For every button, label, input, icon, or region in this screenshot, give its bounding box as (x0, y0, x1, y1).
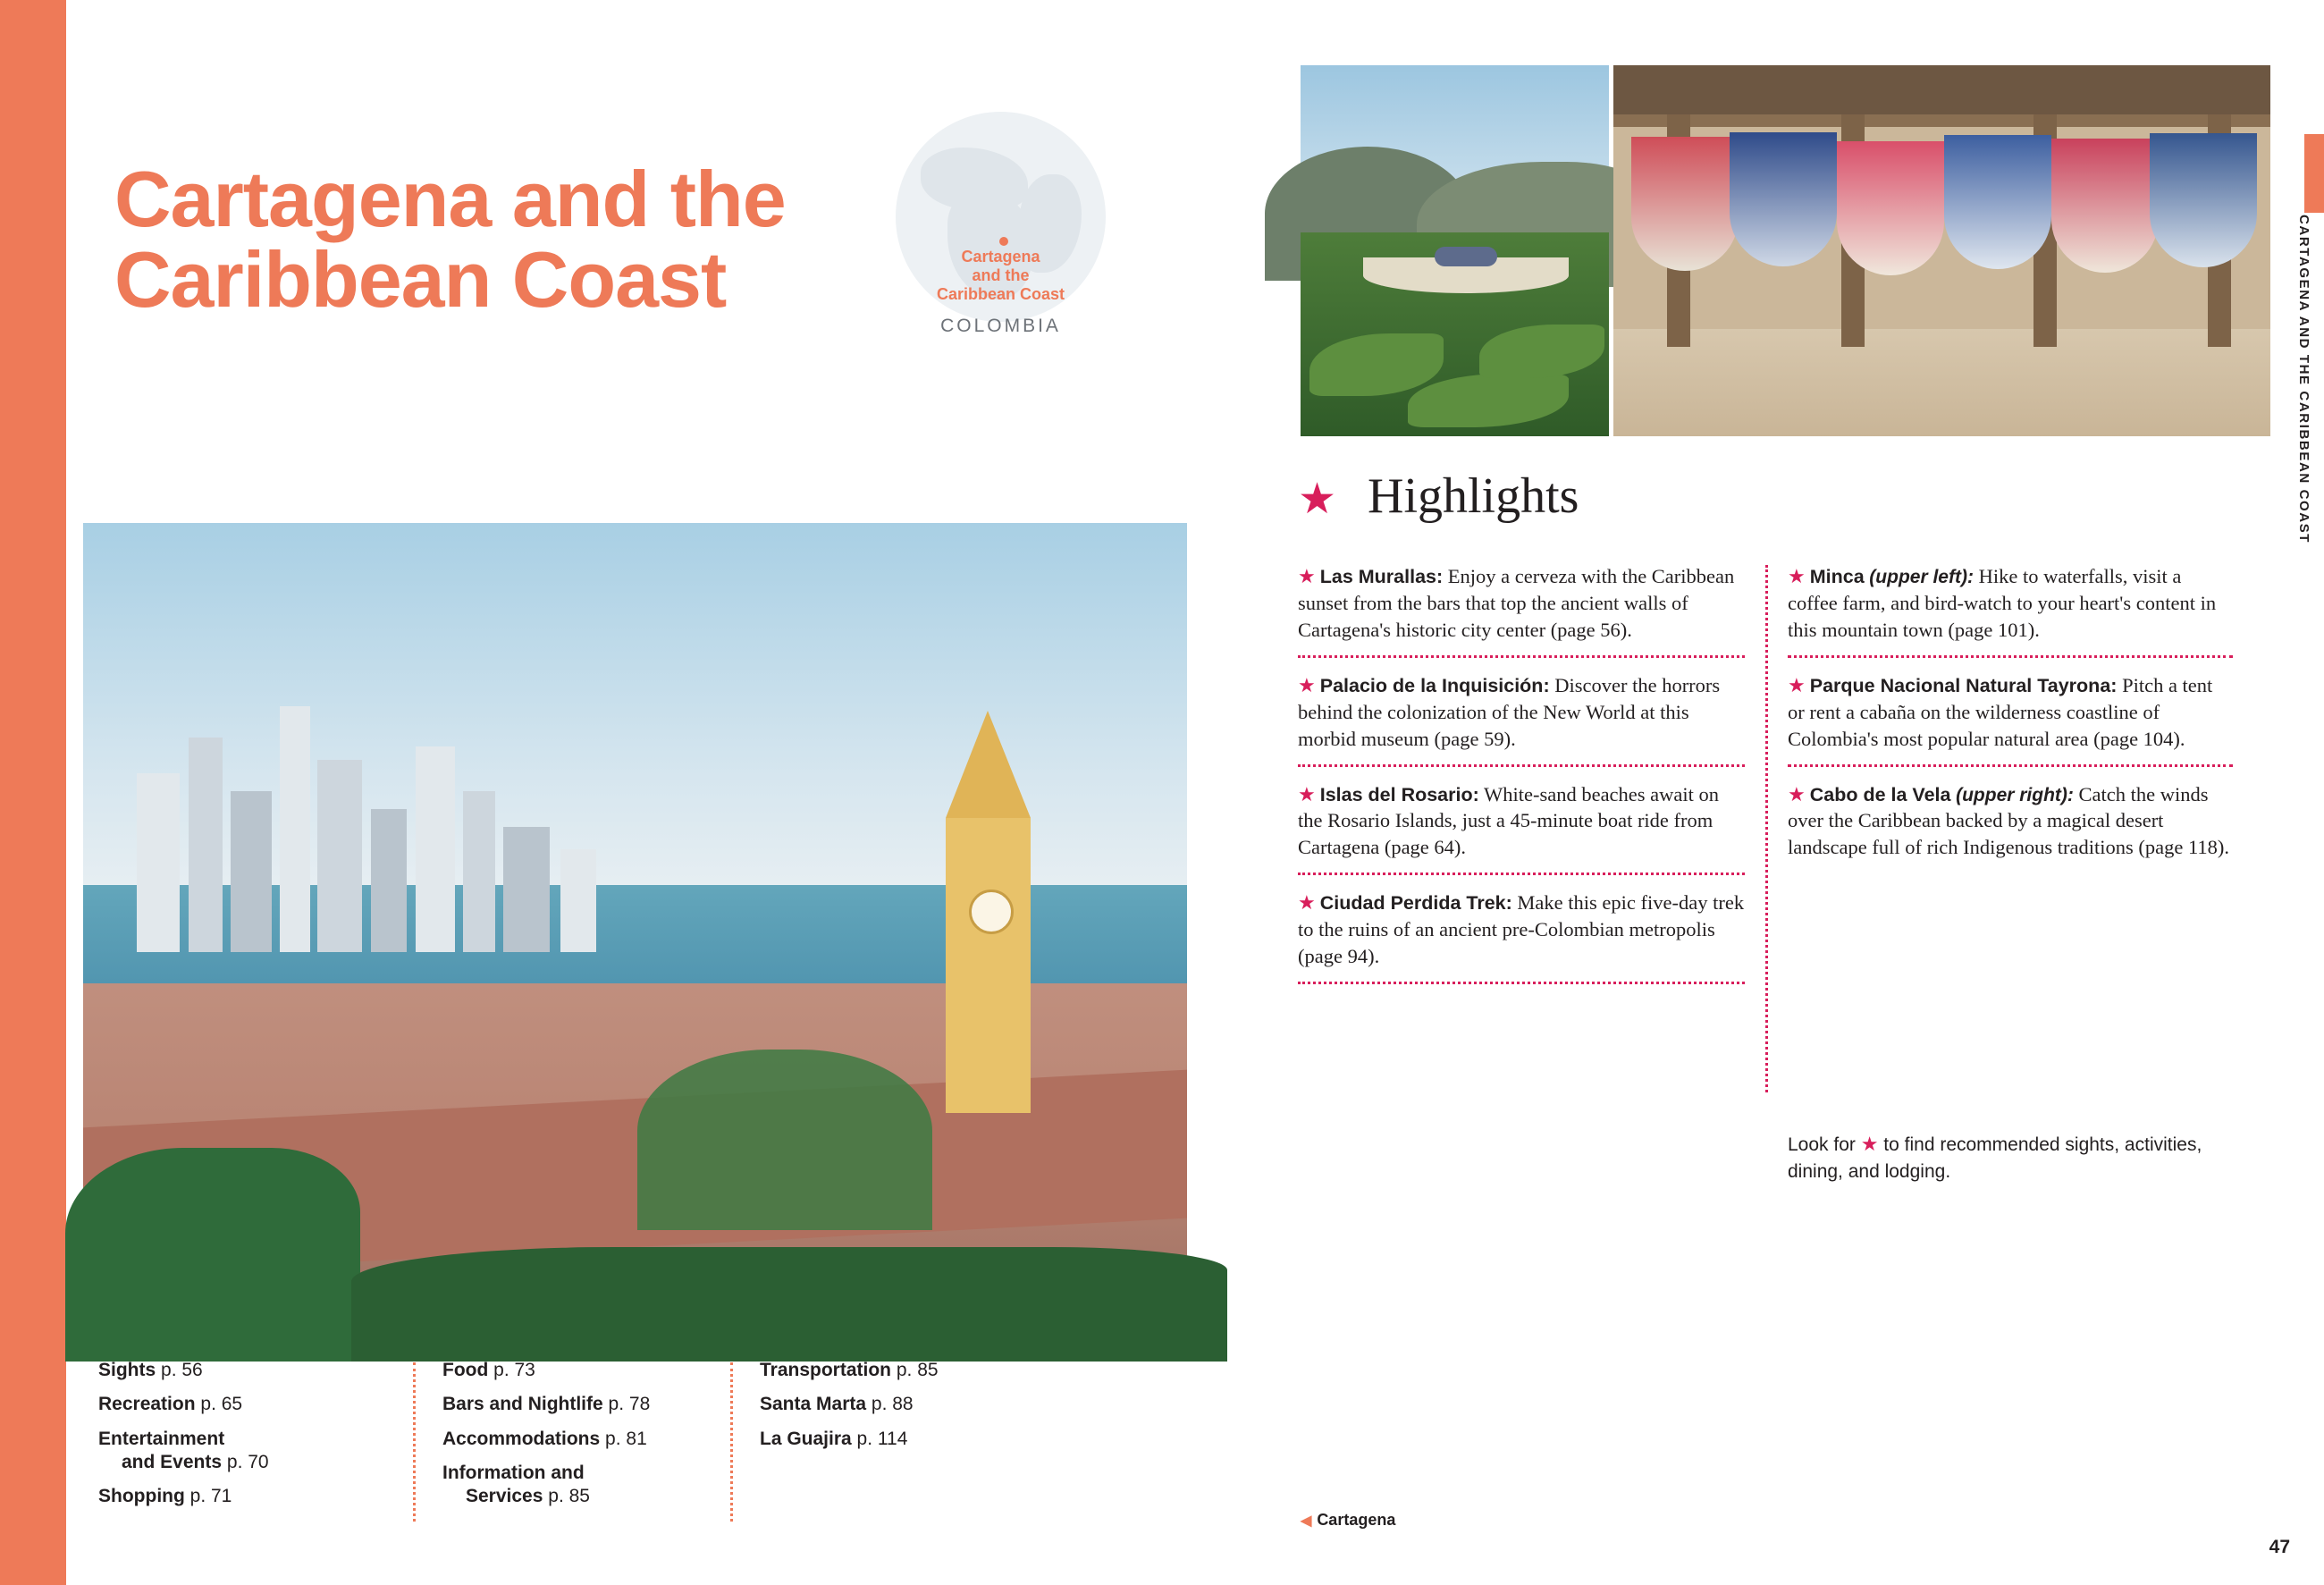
star-icon: ★ (1860, 1133, 1879, 1155)
highlight-note: (upper right): (1956, 784, 2074, 805)
globe-country-label: COLOMBIA (940, 316, 1061, 336)
highlight-name: Parque Nacional Natural Tayrona: (1809, 674, 2118, 696)
contents-page: p. 114 (856, 1428, 908, 1449)
footnote-after: to find recommended sights, activities, dining, and lodging. (1788, 1134, 2202, 1182)
contents-page: p. 85 (896, 1360, 939, 1380)
highlight-item (1298, 563, 1745, 658)
highlight-note: (upper left): (1869, 567, 1974, 587)
contents-column-2 (416, 1359, 737, 1519)
contents-item[interactable] (98, 1485, 393, 1508)
highlight-name: Minca (1809, 566, 1865, 587)
highlights-heading: Highlights (1368, 468, 1579, 524)
highlights-star-icon: ★ (1298, 476, 1337, 523)
contents-label-cont: and Events (122, 1451, 223, 1472)
contents-page: p. 78 (608, 1394, 651, 1415)
star-icon: ★ (1788, 673, 1806, 696)
contents-label: Shopping (98, 1486, 185, 1506)
highlight-text: Discover the horrors behind the colonization of the New World at this morbid museum (page 59). (1298, 673, 1721, 750)
star-icon: ★ (1298, 565, 1316, 587)
contents-label: Accommodations (442, 1428, 601, 1449)
contents-label-cont: Services (466, 1486, 543, 1506)
highlights-footnote (1788, 1131, 2239, 1185)
hammocks-photo (1613, 65, 2270, 436)
cartagena-skyline-photo (83, 523, 1187, 1345)
photo-caption (1301, 1511, 1395, 1530)
contents-item[interactable] (760, 1359, 1055, 1382)
highlight-name: Islas del Rosario: (1319, 783, 1479, 805)
highlight-item (1298, 672, 1745, 767)
globe-region-line2: and the (972, 266, 1030, 285)
highlight-text: Enjoy a cerveza with the Caribbean sunset from the bars that top the ancient walls of Cartagena's historic city center (page 56). (1298, 565, 1735, 641)
contents-label: Food (442, 1360, 489, 1380)
contents-page: p. 81 (605, 1428, 647, 1449)
footnote-before: Look for (1788, 1134, 1861, 1155)
contents-item[interactable] (760, 1393, 1055, 1416)
page-title: Cartagena and the Caribbean Coast (114, 155, 786, 324)
page-spine-bar (0, 0, 66, 1585)
globe-region-label (896, 248, 1106, 305)
contents-item[interactable] (442, 1393, 737, 1416)
contents-label: Recreation (98, 1394, 196, 1415)
highlight-item (1298, 889, 1745, 984)
highlight-text: Catch the winds over the Caribbean backed by a magical desert landscape full of rich Indigenous traditions (page 118). (1788, 782, 2230, 859)
contents-item[interactable] (760, 1428, 1055, 1451)
star-icon: ★ (1298, 673, 1316, 696)
highlight-item (1788, 563, 2233, 658)
contents-item[interactable] (98, 1359, 393, 1382)
highlight-name: Cabo de la Vela (1809, 783, 1951, 805)
contents-page: p. 71 (189, 1486, 232, 1506)
contents-item[interactable] (442, 1359, 737, 1382)
contents-page: p. 70 (226, 1451, 269, 1472)
contents-item[interactable] (98, 1393, 393, 1416)
highlights-right-column (1788, 563, 2233, 889)
edge-tab-marker (2304, 134, 2324, 213)
contents-page: p. 88 (871, 1394, 914, 1415)
contents-label: Bars and Nightlife (442, 1394, 603, 1415)
highlight-name: Palacio de la Inquisición: (1319, 674, 1550, 696)
highlight-item (1298, 781, 1745, 876)
contents-page: p. 73 (493, 1360, 535, 1380)
star-icon: ★ (1298, 782, 1316, 805)
contents-item[interactable] (442, 1462, 737, 1509)
star-icon: ★ (1788, 782, 1806, 805)
contents-column-1 (98, 1359, 393, 1519)
contents-label: Sights (98, 1360, 156, 1380)
star-icon: ★ (1788, 565, 1806, 587)
contents-label: Santa Marta (760, 1394, 867, 1415)
contents-item[interactable] (98, 1428, 393, 1475)
locator-dot-icon (999, 237, 1008, 246)
highlight-text: White-sand beaches await on the Rosario Islands, just a 45-minute boat ride from Cartagena (page 64). (1298, 782, 1720, 859)
contents-label: Entertainment (98, 1428, 225, 1449)
highlight-text: Pitch a tent or rent a cabaña on the wilderness coastline of Colombia's most popular natural area (page 104). (1788, 673, 2213, 750)
contents-page: p. 56 (161, 1360, 203, 1380)
running-head: CARTAGENA AND THE CARIBBEAN COAST (2296, 215, 2311, 544)
highlight-text: Make this epic five-day trek to the ruins of an ancient pre-Colombian metropolis (page 94). (1298, 891, 1745, 968)
locator-globe (896, 112, 1106, 336)
contents-label: Transportation (760, 1360, 892, 1380)
globe-region-line1: Cartagena (961, 248, 1040, 266)
contents-column-3 (733, 1359, 1055, 1462)
star-icon: ★ (1298, 891, 1316, 915)
highlight-item (1788, 781, 2233, 876)
contents-label: La Guajira (760, 1428, 852, 1449)
highlight-name: Ciudad Perdida Trek: (1319, 892, 1512, 915)
highlights-left-column (1298, 563, 1745, 999)
contents-item[interactable] (442, 1428, 737, 1451)
caption-text: Cartagena (1317, 1511, 1396, 1529)
contents-label: Information and (442, 1462, 585, 1483)
contents-page: p. 65 (200, 1394, 243, 1415)
highlights-column-divider (1765, 565, 1768, 1092)
globe-region-line3: Caribbean Coast (936, 285, 1065, 304)
highlight-name: Las Murallas: (1319, 566, 1444, 587)
highlight-item (1788, 672, 2233, 767)
minca-jungle-photo (1301, 65, 1609, 436)
triangle-left-icon: ◀ (1301, 1513, 1312, 1529)
clock-tower-graphic (946, 818, 1031, 1113)
page-number: 47 (2269, 1537, 2290, 1557)
highlight-text: Hike to waterfalls, visit a coffee farm, and bird-watch to your heart's content in this mountain town (page 101). (1788, 565, 2217, 641)
contents-page: p. 85 (548, 1486, 590, 1506)
